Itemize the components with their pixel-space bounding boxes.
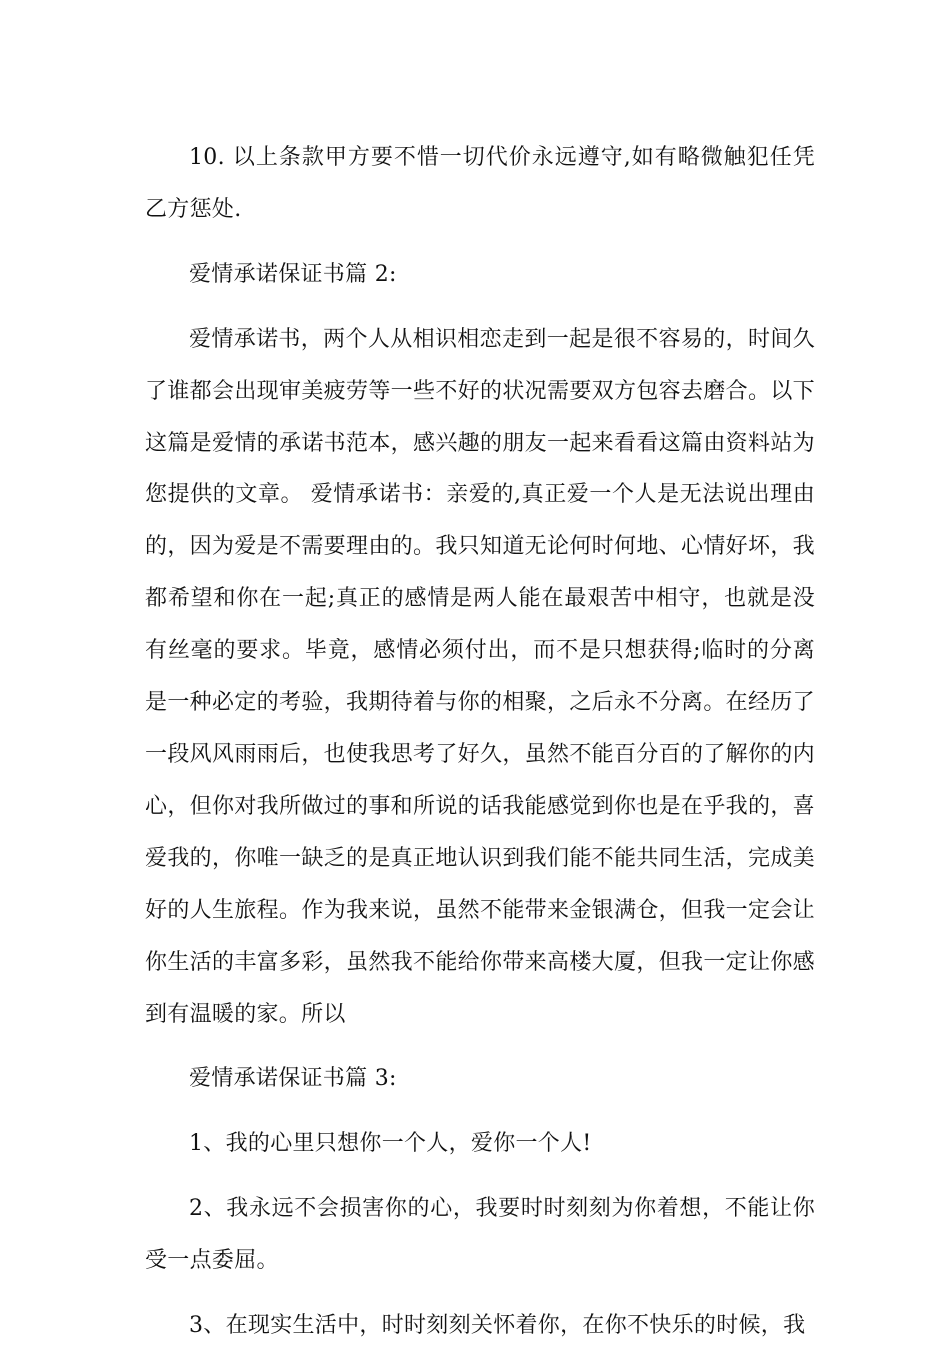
paragraph-clause-10: 10. 以上条款甲方要不惜一切代价永远遵守,如有略微触犯任凭乙方惩处. [145,145,815,222]
section-heading-3: 爱情承诺保证书篇 3: [189,1066,397,1092]
section-heading-2: 爱情承诺保证书篇 2: [189,261,397,287]
list-item-1: 1、我的心里只想你一个人，爱你一个人! [189,1131,592,1157]
document-body [145,132,815,1352]
list-item-3: 3、在现实生活中，时时刻刻关怀着你，在你不快乐的时候，我 [189,1313,806,1339]
paragraph-love-pledge: 爱情承诺书，两个人从相识相恋走到一起是很不容易的，时间久了谁都会出现审美疲劳等一些不好的状况需要双方包容去磨合。以下这篇是爱情的承诺书范本，感兴趣的朋友一起来看看这篇由资料站为您提供的文章。 爱情承诺书：亲爱的,真正爱一个人是无法说出理由的，因为爱是不需要理由的。我只知道无论何时何地、心情好坏，我都希望和你在一起;真正的感情是两人能在最艰苦中相守，也就是没有丝毫的要求。毕竟，感情必须付出，而不是只想获得;临时的分离是一种必定的考验，我期待着与你的相聚，之后永不分离。在经历了一段风风雨雨后，也使我思考了好久，虽然不能百分百的了解你的内心，但你对我所做过的事和所说的话我能感觉到你也是在乎我的，喜爱我的，你唯一缺乏的是真正地认识到我们能不能共同生活，完成美好的人生旅程。作为我来说，虽然不能带来金银满仓，但我一定会让你生活的丰富多彩，虽然我不能给你带来高楼大厦，但我一定让你感到有温暖的家。所以 [145,326,815,1027]
list-item-2: 2、我永远不会损害你的心，我要时时刻刻为你着想，不能让你受一点委屈。 [145,1196,815,1274]
